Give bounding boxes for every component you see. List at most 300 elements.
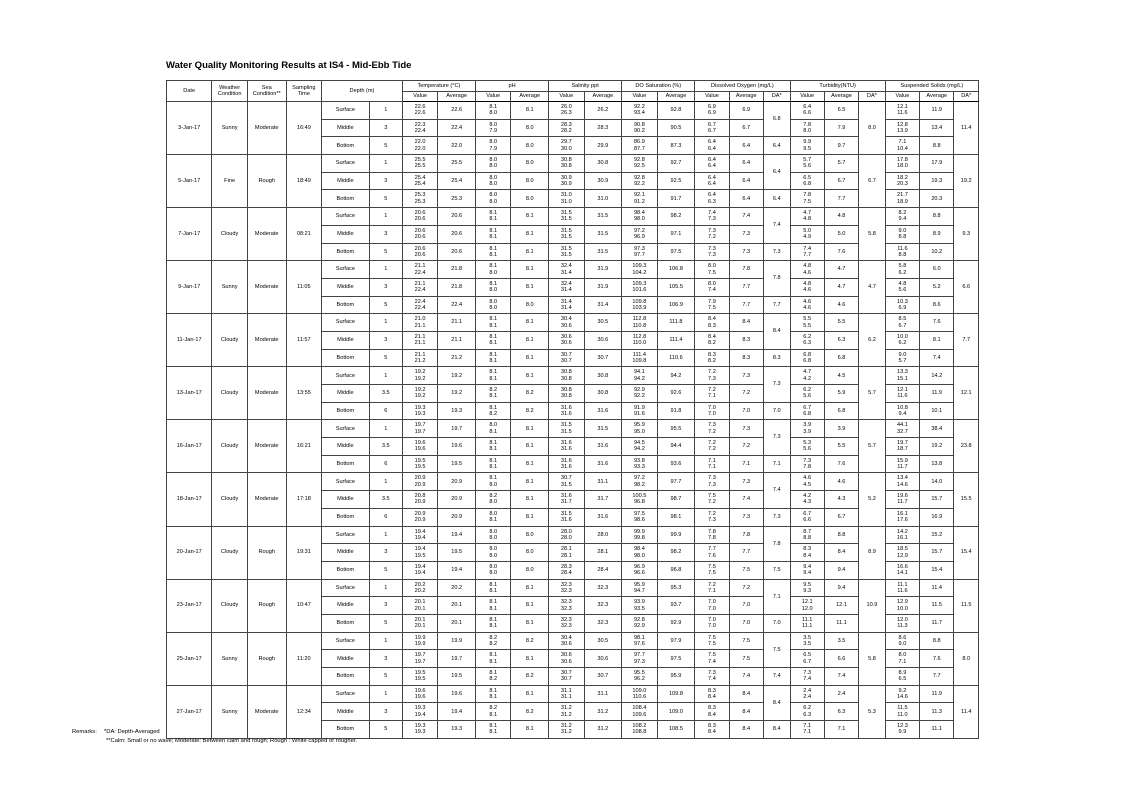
do-saturation-value-reading-1: 86.9 <box>633 139 645 146</box>
ph-average: 8.1 <box>511 349 549 367</box>
suspended-solids-value <box>885 155 919 173</box>
table-row <box>167 155 979 173</box>
turbidity-value-reading-2: 5.5 <box>803 322 812 329</box>
dissolved-oxygen-value <box>695 668 729 686</box>
temperature-value <box>402 296 437 314</box>
turbidity-value <box>790 685 824 703</box>
dissolved-oxygen-average: 7.4 <box>729 491 763 509</box>
turbidity-value-reading-2: 5.6 <box>803 393 812 400</box>
dissolved-oxygen-value-reading-2: 7.6 <box>708 552 716 559</box>
do-saturation-value <box>622 208 657 226</box>
turbidity-value-reading-2: 8.4 <box>803 552 812 559</box>
turbidity-value <box>790 367 824 385</box>
turbidity-average: 5.9 <box>824 385 858 403</box>
turbidity-average: 6.3 <box>824 331 858 349</box>
dissolved-oxygen-value-reading-1: 7.3 <box>708 422 716 429</box>
ph-value <box>475 261 510 279</box>
weather-cell: Sunny <box>212 632 247 685</box>
salinity-value-reading-1: 31.0 <box>560 192 572 199</box>
ph-value-reading-1: 8.1 <box>489 369 498 376</box>
temperature-average: 19.3 <box>438 721 476 739</box>
dissolved-oxygen-value-reading-1: 7.0 <box>708 599 716 606</box>
sea-condition-cell: Rough <box>247 632 286 685</box>
suspended-solids-value <box>885 208 919 226</box>
ph-value <box>475 438 510 456</box>
salinity-value-reading-2: 28.0 <box>560 534 572 541</box>
suspended-solids-average: 11.7 <box>920 614 954 632</box>
salinity-value-reading-2: 28.4 <box>560 570 572 577</box>
dissolved-oxygen-value <box>695 703 729 721</box>
dissolved-oxygen-value <box>695 544 729 562</box>
turbidity-value-reading-1: 4.2 <box>803 493 812 500</box>
do-saturation-value-reading-2: 110.0 <box>632 340 647 347</box>
date-cell: 11-Jan-17 <box>167 314 212 367</box>
suspended-solids-value <box>885 614 919 632</box>
turbidity-average: 7.1 <box>824 721 858 739</box>
temperature-value-reading-2: 22.4 <box>414 304 426 311</box>
temperature-value-reading-1: 19.7 <box>414 652 426 659</box>
temperature-average: 21.8 <box>438 278 476 296</box>
dissolved-oxygen-average: 7.3 <box>729 367 763 385</box>
suspended-solids-value-reading-1: 17.8 <box>896 157 908 164</box>
ph-average: 8.1 <box>511 102 549 120</box>
dissolved-oxygen-value-reading-1: 7.0 <box>708 616 716 623</box>
salinity-value <box>549 102 584 120</box>
sampling-time-cell: 13:55 <box>286 367 321 420</box>
ph-value-reading-2: 7.9 <box>489 145 498 152</box>
turbidity-average: 4.7 <box>824 278 858 296</box>
depth-level-cell: Middle <box>322 331 370 349</box>
temperature-value-reading-2: 25.4 <box>414 181 426 188</box>
temperature-average: 19.2 <box>438 385 476 403</box>
suspended-solids-average: 11.5 <box>920 597 954 615</box>
dissolved-oxygen-average: 7.3 <box>729 225 763 243</box>
temperature-value-reading-2: 22.4 <box>414 287 426 294</box>
suspended-solids-average: 16.9 <box>920 508 954 526</box>
dissolved-oxygen-bottom-da: 7.3 <box>763 243 790 261</box>
temperature-value <box>402 420 437 438</box>
suspended-solids-value-reading-1: 18.5 <box>896 546 908 553</box>
suspended-solids-value-reading-2: 12.9 <box>896 552 908 559</box>
temperature-average: 20.1 <box>438 597 476 615</box>
salinity-value-reading-1: 32.3 <box>560 581 572 588</box>
salinity-average: 30.6 <box>584 650 622 668</box>
date-cell: 18-Jan-17 <box>167 473 212 526</box>
do-saturation-value-reading-2: 92.9 <box>633 623 645 630</box>
dissolved-oxygen-average: 6.4 <box>729 137 763 155</box>
temperature-value-reading-1: 25.4 <box>414 174 426 181</box>
temperature-value-reading-1: 21.1 <box>414 333 426 340</box>
dissolved-oxygen-average: 7.2 <box>729 385 763 403</box>
ph-value <box>475 243 510 261</box>
ph-value-reading-1: 8.0 <box>489 422 498 429</box>
temperature-value-reading-2: 20.9 <box>414 517 426 524</box>
do-saturation-value <box>622 243 657 261</box>
ph-value <box>475 420 510 438</box>
salinity-value-reading-1: 32.3 <box>560 599 572 606</box>
do-saturation-average: 95.9 <box>657 668 695 686</box>
suspended-solids-value-reading-1: 12.0 <box>896 616 908 623</box>
do-saturation-value-reading-2: 90.2 <box>633 128 645 135</box>
temperature-value-reading-2: 21.1 <box>414 340 426 347</box>
turbidity-value-reading-1: 5.3 <box>803 440 812 447</box>
do-saturation-value-reading-1: 97.2 <box>633 227 645 234</box>
ph-value-reading-2: 8.1 <box>489 216 498 223</box>
salinity-value-reading-2: 32.3 <box>560 587 572 594</box>
salinity-value-reading-1: 28.0 <box>560 528 572 535</box>
do-saturation-value <box>622 296 657 314</box>
dissolved-oxygen-da: 6.4 <box>763 155 790 190</box>
ph-value <box>475 402 510 420</box>
do-saturation-value <box>622 561 657 579</box>
dissolved-oxygen-value <box>695 278 729 296</box>
do-saturation-value-reading-2: 92.5 <box>633 163 645 170</box>
depth-level-cell: Bottom <box>322 455 370 473</box>
temperature-average: 19.3 <box>438 402 476 420</box>
do-saturation-value <box>622 455 657 473</box>
temperature-average: 25.3 <box>438 190 476 208</box>
dissolved-oxygen-value-reading-2: 7.1 <box>708 464 716 471</box>
temperature-value-reading-1: 19.5 <box>414 670 426 677</box>
do-saturation-value-reading-1: 100.5 <box>632 493 647 500</box>
salinity-value-reading-2: 31.2 <box>560 711 572 718</box>
suspended-solids-average: 15.2 <box>920 526 954 544</box>
sampling-time-cell: 16:49 <box>286 102 321 155</box>
salinity-value <box>549 438 584 456</box>
suspended-solids-value-reading-1: 16.6 <box>896 563 908 570</box>
ph-value-reading-2: 8.0 <box>489 269 498 276</box>
temperature-average: 21.8 <box>438 261 476 279</box>
turbidity-value-reading-2: 4.9 <box>803 234 812 241</box>
do-saturation-value-reading-1: 97.3 <box>633 245 645 252</box>
dissolved-oxygen-value <box>695 597 729 615</box>
turbidity-value-reading-1: 4.6 <box>803 475 812 482</box>
table-row <box>167 526 979 544</box>
do-saturation-value <box>622 526 657 544</box>
suspended-solids-average: 6.0 <box>920 261 954 279</box>
salinity-average: 30.8 <box>584 155 622 173</box>
suspended-solids-value-reading-2: 8.8 <box>898 234 907 241</box>
do-saturation-value-reading-1: 98.4 <box>633 210 645 217</box>
ph-value <box>475 650 510 668</box>
salinity-average: 31.6 <box>584 438 622 456</box>
turbidity-value-reading-2: 9.3 <box>803 587 812 594</box>
turbidity-value <box>790 632 824 650</box>
do-saturation-value-reading-1: 91.9 <box>633 404 645 411</box>
date-cell: 16-Jan-17 <box>167 420 212 473</box>
turbidity-da: 8.0 <box>859 102 886 155</box>
dissolved-oxygen-value <box>695 243 729 261</box>
salinity-value-reading-2: 30.7 <box>560 357 572 364</box>
salinity-average: 31.1 <box>584 473 622 491</box>
do-saturation-value-reading-2: 91.6 <box>633 411 645 418</box>
temperature-value-reading-1: 20.9 <box>414 475 426 482</box>
do-saturation-average: 97.7 <box>657 473 695 491</box>
depth-value-cell: 5 <box>369 190 402 208</box>
do-saturation-value-reading-2: 94.7 <box>633 587 645 594</box>
salinity-average: 31.5 <box>584 225 622 243</box>
do-saturation-value <box>622 703 657 721</box>
do-saturation-average: 109.8 <box>657 685 695 703</box>
header-turbidity: Turbidity(NTU) <box>790 81 885 92</box>
depth-value-cell: 3 <box>369 331 402 349</box>
turbidity-da: 5.7 <box>859 367 886 420</box>
turbidity-value-reading-1: 7.8 <box>803 121 812 128</box>
ph-value-reading-2: 8.1 <box>489 464 498 471</box>
remarks <box>72 728 357 746</box>
dissolved-oxygen-average: 7.3 <box>729 420 763 438</box>
subheader-suspended-solids-average: Average <box>920 92 954 102</box>
ph-value-reading-1: 8.1 <box>489 581 498 588</box>
temperature-average: 19.5 <box>438 668 476 686</box>
depth-value-cell: 5 <box>369 668 402 686</box>
ph-value-reading-2: 8.2 <box>489 676 498 683</box>
temperature-value-reading-2: 19.4 <box>414 711 426 718</box>
temperature-value-reading-1: 20.6 <box>414 245 426 252</box>
suspended-solids-value <box>885 438 919 456</box>
depth-value-cell: 6 <box>369 508 402 526</box>
header-ph: pH <box>475 81 548 92</box>
sea-condition-cell: Moderate <box>247 473 286 526</box>
subheader-ph-average: Average <box>511 92 549 102</box>
dissolved-oxygen-value-reading-1: 7.2 <box>708 440 716 447</box>
turbidity-value <box>790 314 824 332</box>
ph-value <box>475 491 510 509</box>
temperature-value-reading-2: 22.4 <box>414 128 426 135</box>
turbidity-value-reading-2: 7.1 <box>803 729 812 736</box>
do-saturation-value-reading-1: 97.7 <box>633 652 645 659</box>
depth-value-cell: 1 <box>369 155 402 173</box>
ph-average: 8.1 <box>511 278 549 296</box>
turbidity-value <box>790 650 824 668</box>
depth-level-cell: Bottom <box>322 561 370 579</box>
dissolved-oxygen-average: 6.9 <box>729 102 763 120</box>
sea-condition-cell: Moderate <box>247 102 286 155</box>
suspended-solids-value-reading-2: 14.6 <box>896 694 908 701</box>
weather-cell: Sunny <box>212 102 247 155</box>
ph-value <box>475 296 510 314</box>
suspended-solids-value <box>885 632 919 650</box>
temperature-average: 20.6 <box>438 243 476 261</box>
salinity-average: 31.5 <box>584 243 622 261</box>
dissolved-oxygen-average: 8.4 <box>729 703 763 721</box>
dissolved-oxygen-average: 6.4 <box>729 190 763 208</box>
turbidity-value-reading-2: 6.7 <box>803 658 812 665</box>
suspended-solids-value-reading-1: 8.0 <box>898 652 907 659</box>
dissolved-oxygen-value-reading-1: 7.4 <box>708 210 716 217</box>
ph-average: 8.0 <box>511 155 549 173</box>
suspended-solids-value-reading-1: 12.3 <box>896 723 908 730</box>
suspended-solids-value-reading-2: 15.1 <box>896 375 908 382</box>
do-saturation-value-reading-1: 109.0 <box>632 687 647 694</box>
dissolved-oxygen-value-reading-2: 7.2 <box>708 234 716 241</box>
sea-condition-cell: Moderate <box>247 261 286 314</box>
depth-value-cell: 3.5 <box>369 438 402 456</box>
do-saturation-value <box>622 668 657 686</box>
dissolved-oxygen-value-reading-1: 7.5 <box>708 652 716 659</box>
ph-value <box>475 614 510 632</box>
do-saturation-value <box>622 685 657 703</box>
dissolved-oxygen-value-reading-2: 7.5 <box>708 570 716 577</box>
suspended-solids-value-reading-2: 11.7 <box>897 499 908 506</box>
ph-value-reading-1: 8.0 <box>489 546 498 553</box>
temperature-average: 20.9 <box>438 508 476 526</box>
ph-value <box>475 561 510 579</box>
salinity-value <box>549 508 584 526</box>
temperature-value <box>402 650 437 668</box>
temperature-average: 22.6 <box>438 102 476 120</box>
ph-value-reading-1: 8.1 <box>489 280 498 287</box>
salinity-value-reading-1: 30.6 <box>560 652 572 659</box>
subheader-salinity-value: Value <box>549 92 584 102</box>
do-saturation-value-reading-2: 94.2 <box>633 375 645 382</box>
sea-condition-cell: Rough <box>247 155 286 208</box>
turbidity-average: 5.5 <box>824 438 858 456</box>
depth-level-cell: Bottom <box>322 508 370 526</box>
depth-level-cell: Bottom <box>322 349 370 367</box>
salinity-average: 30.8 <box>584 385 622 403</box>
ph-value-reading-2: 8.0 <box>489 481 498 488</box>
dissolved-oxygen-average: 7.8 <box>729 261 763 279</box>
suspended-solids-value <box>885 721 919 739</box>
dissolved-oxygen-average: 7.2 <box>729 438 763 456</box>
dissolved-oxygen-bottom-da: 7.5 <box>763 561 790 579</box>
depth-value-cell: 1 <box>369 367 402 385</box>
salinity-value-reading-1: 26.0 <box>560 104 572 111</box>
depth-level-cell: Surface <box>322 102 370 120</box>
temperature-average: 19.4 <box>438 526 476 544</box>
do-saturation-value-reading-2: 98.0 <box>633 216 645 223</box>
temperature-value-reading-2: 22.4 <box>414 269 426 276</box>
temperature-average: 21.1 <box>438 314 476 332</box>
do-saturation-value-reading-1: 92.8 <box>633 157 645 164</box>
turbidity-average: 6.3 <box>824 703 858 721</box>
turbidity-value <box>790 614 824 632</box>
turbidity-value-reading-2: 3.9 <box>803 428 812 435</box>
temperature-value-reading-1: 20.8 <box>414 493 426 500</box>
suspended-solids-average: 8.6 <box>920 296 954 314</box>
dissolved-oxygen-value-reading-2: 8.4 <box>708 694 716 701</box>
do-saturation-value-reading-1: 98.1 <box>633 634 645 641</box>
ph-value <box>475 225 510 243</box>
salinity-average: 30.7 <box>584 349 622 367</box>
temperature-value-reading-2: 20.9 <box>414 499 426 506</box>
temperature-value-reading-1: 22.4 <box>414 298 426 305</box>
suspended-solids-da: 9.3 <box>954 208 979 261</box>
salinity-value-reading-2: 28.1 <box>560 552 572 559</box>
temperature-value-reading-2: 19.2 <box>414 393 426 400</box>
dissolved-oxygen-value-reading-1: 7.8 <box>708 528 716 535</box>
dissolved-oxygen-value-reading-1: 7.1 <box>708 457 716 464</box>
ph-value-reading-2: 8.0 <box>489 287 498 294</box>
ph-value <box>475 190 510 208</box>
suspended-solids-average: 15.4 <box>920 561 954 579</box>
turbidity-average: 9.4 <box>824 561 858 579</box>
weather-cell: Cloudy <box>212 526 247 579</box>
ph-average: 8.1 <box>511 685 549 703</box>
temperature-value-reading-2: 19.3 <box>414 729 426 736</box>
salinity-value <box>549 491 584 509</box>
do-saturation-value-reading-1: 92.8 <box>633 616 645 623</box>
turbidity-value <box>790 278 824 296</box>
salinity-average: 31.1 <box>584 685 622 703</box>
salinity-value <box>549 703 584 721</box>
subheader-dissolved-oxygen-average: Average <box>729 92 763 102</box>
temperature-value-reading-1: 21.1 <box>414 263 426 270</box>
date-cell: 20-Jan-17 <box>167 526 212 579</box>
salinity-value-reading-1: 32.4 <box>560 263 572 270</box>
ph-value-reading-2: 8.1 <box>489 694 498 701</box>
salinity-average: 31.6 <box>584 402 622 420</box>
turbidity-da: 8.9 <box>859 526 886 579</box>
ph-value-reading-2: 8.1 <box>489 251 498 258</box>
suspended-solids-value-reading-2: 11.7 <box>897 464 908 471</box>
subheader-salinity-average: Average <box>584 92 622 102</box>
ph-value-reading-2: 8.0 <box>489 499 498 506</box>
ph-value-reading-1: 8.1 <box>489 351 498 358</box>
depth-level-cell: Middle <box>322 119 370 137</box>
suspended-solids-average: 20.3 <box>920 190 954 208</box>
do-saturation-value-reading-1: 92.8 <box>633 174 645 181</box>
dissolved-oxygen-value-reading-1: 7.0 <box>708 404 716 411</box>
turbidity-value <box>790 155 824 173</box>
do-saturation-value-reading-1: 98.4 <box>633 546 645 553</box>
ph-average: 8.1 <box>511 579 549 597</box>
dissolved-oxygen-average: 7.3 <box>729 508 763 526</box>
ph-average: 8.1 <box>511 367 549 385</box>
turbidity-value <box>790 102 824 120</box>
dissolved-oxygen-value <box>695 685 729 703</box>
temperature-value-reading-1: 22.6 <box>414 104 426 111</box>
ph-value-reading-1: 8.0 <box>489 192 498 199</box>
dissolved-oxygen-average: 7.7 <box>729 544 763 562</box>
dissolved-oxygen-value-reading-2: 7.3 <box>708 375 716 382</box>
dissolved-oxygen-value <box>695 420 729 438</box>
suspended-solids-value-reading-2: 7.1 <box>898 658 907 665</box>
temperature-value-reading-1: 21.0 <box>414 316 426 323</box>
do-saturation-value-reading-2: 101.6 <box>632 287 647 294</box>
temperature-average: 22.4 <box>438 119 476 137</box>
suspended-solids-da: 19.2 <box>954 155 979 208</box>
date-cell: 7-Jan-17 <box>167 208 212 261</box>
dissolved-oxygen-value <box>695 402 729 420</box>
ph-average: 8.2 <box>511 402 549 420</box>
do-saturation-average: 90.5 <box>657 119 695 137</box>
depth-level-cell: Bottom <box>322 243 370 261</box>
ph-average: 8.1 <box>511 261 549 279</box>
suspended-solids-average: 10.1 <box>920 402 954 420</box>
do-saturation-value <box>622 614 657 632</box>
dissolved-oxygen-value-reading-1: 8.3 <box>708 705 716 712</box>
dissolved-oxygen-average: 7.3 <box>729 243 763 261</box>
do-saturation-average: 98.7 <box>657 491 695 509</box>
salinity-value-reading-2: 28.2 <box>560 128 572 135</box>
turbidity-value <box>790 579 824 597</box>
dissolved-oxygen-value-reading-1: 7.2 <box>708 581 716 588</box>
do-saturation-value-reading-2: 93.4 <box>633 110 645 117</box>
turbidity-value-reading-1: 4.8 <box>803 280 812 287</box>
dissolved-oxygen-value <box>695 190 729 208</box>
suspended-solids-value-reading-1: 5.8 <box>898 263 907 270</box>
temperature-value-reading-1: 19.5 <box>414 457 426 464</box>
suspended-solids-value <box>885 261 919 279</box>
temperature-value <box>402 278 437 296</box>
ph-value-reading-2: 8.0 <box>489 552 498 559</box>
suspended-solids-value-reading-1: 15.9 <box>896 457 908 464</box>
suspended-solids-average: 8.8 <box>920 137 954 155</box>
turbidity-value-reading-1: 4.8 <box>803 263 812 270</box>
header-sea: Sea Condition** <box>247 81 286 102</box>
